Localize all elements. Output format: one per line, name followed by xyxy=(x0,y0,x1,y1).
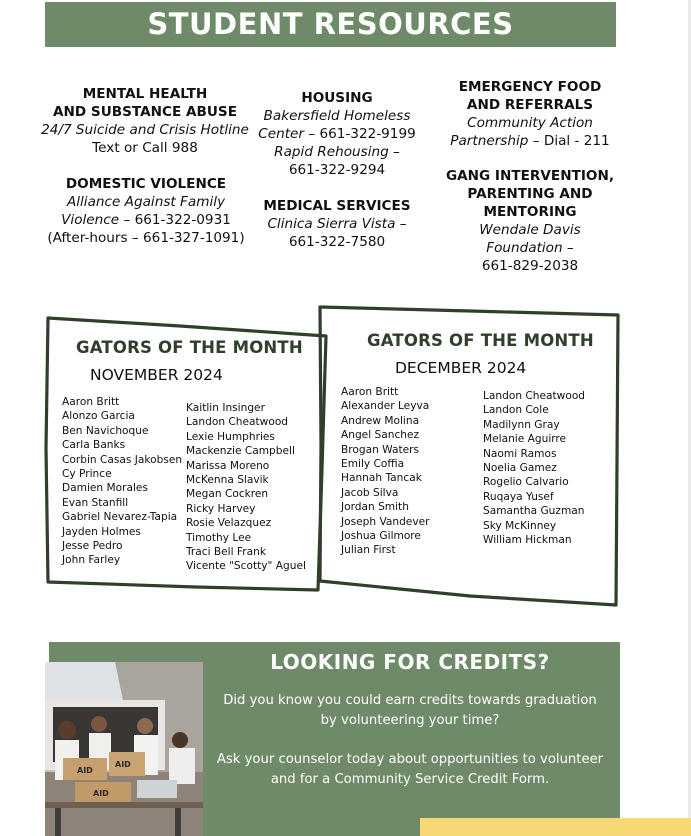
list-item: McKenna Slavik xyxy=(186,473,269,486)
december-names-col1 xyxy=(341,385,429,558)
list-item: Noelia Gamez xyxy=(483,461,557,474)
list-item: Vicente "Scotty" Aguel xyxy=(186,560,306,573)
resource-line: Clinica Sierra Vista – xyxy=(267,216,407,232)
resource-phone: – Dial - 211 xyxy=(528,133,610,149)
credits-title: LOOKING FOR CREDITS? xyxy=(270,650,550,674)
list-item: Madilynn Gray xyxy=(483,418,560,431)
resource-line: Bakersfield Homeless xyxy=(263,108,411,124)
november-names-col2 xyxy=(186,401,306,574)
resource-heading: AND REFERRALS xyxy=(466,97,594,113)
resource-line: 661-322-7580 xyxy=(288,234,386,250)
list-item: Megan Cockren xyxy=(186,488,269,501)
list-item: Rosie Velazquez xyxy=(186,517,272,530)
list-item: Jordan Smith xyxy=(341,501,409,514)
list-item: Aaron Britt xyxy=(341,386,399,398)
list-item: Landon Cole xyxy=(483,404,549,417)
list-item: Brogan Waters xyxy=(341,443,420,456)
list-item: Ruqaya Yusef xyxy=(483,490,554,503)
november-names-col1 xyxy=(62,395,182,568)
list-item: Landon Cheatwood xyxy=(483,390,586,402)
list-item: Alonzo Garcia xyxy=(62,410,135,423)
resource-heading: MEDICAL SERVICES xyxy=(263,198,411,214)
box-label: AID xyxy=(77,766,93,775)
list-item: Alexander Leyva xyxy=(341,400,430,413)
december-names-col2 xyxy=(483,389,585,547)
november-month: NOVEMBER 2024 xyxy=(90,366,223,384)
credits-line: and for a Community Service Credit Form. xyxy=(270,772,550,787)
credits-paragraph-1 xyxy=(210,691,610,731)
list-item: Samantha Guzman xyxy=(483,505,585,518)
resource-line: 661-322-9294 xyxy=(288,162,386,178)
resource-phone: – 661-322-9199 xyxy=(304,126,416,142)
list-item: Marissa Moreno xyxy=(186,459,270,472)
resource-heading: PARENTING AND xyxy=(467,186,593,202)
resource-heading: MENTORING xyxy=(483,204,577,220)
list-item: Ben Navichoque xyxy=(62,424,149,437)
list-item: Jacob Silva xyxy=(341,486,399,499)
list-item: Mackenzie Campbell xyxy=(186,445,295,458)
list-item: Evan Stanfill xyxy=(62,496,129,509)
accent-bar xyxy=(420,818,691,836)
resource-line: 24/7 Suicide and Crisis Hotline xyxy=(41,122,249,138)
list-item: Emily Coffia xyxy=(341,457,405,470)
resource-line: (After-hours – 661-327-1091) xyxy=(47,230,245,246)
list-item: Andrew Molina xyxy=(341,414,420,427)
credits-line: Ask your counselor today about opportunities to volunteer xyxy=(216,752,604,767)
list-item: Kaitlin Insinger xyxy=(186,402,265,414)
november-title: GATORS OF THE MONTH xyxy=(76,338,303,357)
list-item: Joshua Gilmore xyxy=(341,529,421,542)
resource-line: Text or Call 988 xyxy=(92,140,198,156)
list-item: Lexie Humphries xyxy=(186,430,275,443)
list-item: Jesse Pedro xyxy=(62,539,123,552)
resource-heading: AND SUBSTANCE ABUSE xyxy=(53,104,237,120)
list-item: Hannah Tancak xyxy=(341,472,422,485)
list-item: John Farley xyxy=(62,554,121,567)
resource-heading: HOUSING xyxy=(301,90,373,106)
box-label: AID xyxy=(115,760,131,769)
list-item: Cy Prince xyxy=(62,467,112,480)
resource-line: Alliance Against Family xyxy=(66,194,226,210)
list-item: Damien Morales xyxy=(62,482,148,495)
list-item: Angel Sanchez xyxy=(341,429,420,442)
volunteer-photo xyxy=(45,662,203,836)
resource-heading: GANG INTERVENTION, xyxy=(445,168,615,184)
list-item: Corbin Casas Jakobsen xyxy=(62,453,183,466)
resource-org: Violence xyxy=(61,212,120,228)
resource-org: Center xyxy=(258,126,304,142)
resource-line: Community Action xyxy=(467,115,593,131)
list-item: Timothy Lee xyxy=(186,531,252,544)
december-month: DECEMBER 2024 xyxy=(395,359,527,377)
resource-heading: EMERGENCY FOOD xyxy=(458,79,602,95)
resource-line: Wendale Davis xyxy=(479,222,581,238)
list-item: Traci Bell Frank xyxy=(186,545,266,558)
credits-line: Did you know you could earn credits towards graduation xyxy=(223,693,597,708)
list-item: Landon Cheatwood xyxy=(186,416,289,429)
resource-line: 661-829-2038 xyxy=(481,258,579,274)
page-title: STUDENT RESOURCES xyxy=(45,2,616,47)
resource-line: Foundation – xyxy=(486,240,574,256)
credits-line: by volunteering your time? xyxy=(320,713,500,728)
box-label: AID xyxy=(93,789,109,798)
list-item: Sky McKinney xyxy=(483,519,557,532)
list-item: Ricky Harvey xyxy=(186,502,256,515)
list-item: Carla Banks xyxy=(62,439,126,452)
list-item: Naomi Ramos xyxy=(483,447,557,460)
list-item: Jayden Holmes xyxy=(62,525,141,538)
resource-line: Rapid Rehousing – xyxy=(274,144,400,160)
resource-phone: – 661-322-0931 xyxy=(119,212,231,228)
list-item: Joseph Vandever xyxy=(341,515,430,528)
december-title: GATORS OF THE MONTH xyxy=(367,331,594,350)
list-item: Melanie Aguirre xyxy=(483,433,567,446)
resource-heading: DOMESTIC VIOLENCE xyxy=(65,176,227,192)
credits-paragraph-2 xyxy=(210,750,610,790)
resource-org: Partnership xyxy=(450,133,529,149)
list-item: Gabriel Nevarez-Tapia xyxy=(62,511,178,524)
list-item: Rogelio Calvario xyxy=(483,476,569,489)
resource-heading: MENTAL HEALTH xyxy=(82,86,208,102)
list-item: William Hickman xyxy=(483,533,572,546)
list-item: Aaron Britt xyxy=(62,396,120,408)
list-item: Julian First xyxy=(341,544,396,557)
